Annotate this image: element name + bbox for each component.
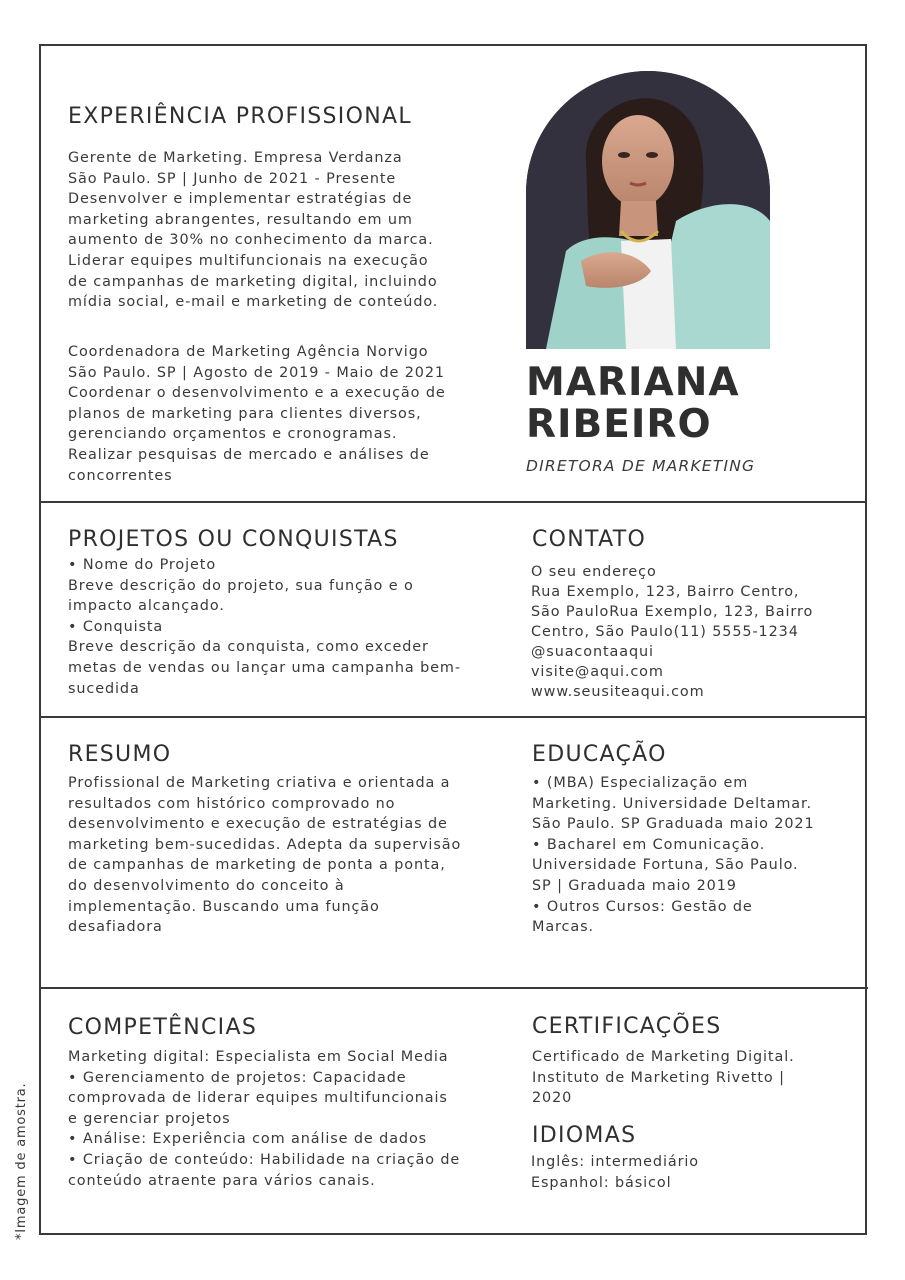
certifications-text: Certificado de Marketing Digital. Instituto de Marketing Rivetto | 2020 (532, 1049, 795, 1107)
summary-text: Profissional de Marketing criativa e orientada a resultados com histórico comprovado no desenvolvimento e execução de estratégias de marketing bem-sucedidas. Adepta da supervisão de campanhas de marketing de ponta a ponta, do desenvolvimento do conceito à implementação. Buscando uma função desafiadora (68, 775, 462, 936)
contact-heading: CONTATO (532, 527, 647, 552)
education-heading: EDUCAÇÃO (532, 742, 667, 767)
experience-job-2: Coordenadora de Marketing Agência Norvigo São Paulo. SP | Agosto de 2019 - Maio de 2021 Coordenar o desenvolvimento e a execução de planos de marketing para clientes diversos, gerenciando orçamentos e cronogramas. Realizar pesquisas de mercado e análises de concorrentes (68, 344, 446, 484)
skills-heading: COMPETÊNCIAS (68, 1015, 258, 1040)
experience-heading: EXPERIÊNCIA PROFISSIONAL (68, 104, 412, 129)
languages-heading: IDIOMAS (532, 1123, 637, 1148)
divider-3 (39, 987, 868, 989)
profile-photo (526, 71, 770, 349)
projects-heading: PROJETOS OU CONQUISTAS (68, 527, 399, 552)
contact-text: O seu endereço Rua Exemplo, 123, Bairro Centro, São PauloRua Exemplo, 123, Bairro Centro, São Paulo(11) 5555-1234 @suacontaaqui visite@aqui.com www.seusiteaqui.com (531, 564, 814, 700)
certifications-heading: CERTIFICAÇÕES (532, 1014, 722, 1039)
projects-text: • Nome do Projeto Breve descrição do projeto, sua função e o impacto alcançado. • Conquista Breve descrição da conquista, como exceder metas de vendas ou lançar uma campanha bem- sucedida (68, 557, 461, 697)
skills-text: Marketing digital: Especialista em Social Media • Gerenciamento de projetos: Capacidade comprovada de liderar equipes multifuncionais e gerenciar projetos • Análise: Experiência com análise de dados • Criação de conteúdo: Habilidade na criação de conteúdo atraente para vários canais. (68, 1049, 461, 1189)
candidate-role: DIRETORA DE MARKETING (526, 457, 756, 475)
sample-image-note: *Imagem de amostra. (14, 1082, 29, 1240)
portrait-illustration (526, 71, 770, 349)
education-text: • (MBA) Especialização em Marketing. Universidade Deltamar. São Paulo. SP Graduada maio 2021 • Bacharel em Comunicação. Universidade Fortuna, São Paulo. SP | Graduada maio 2019 • Outros Cursos: Gestão de Marcas. (532, 775, 815, 936)
summary-heading: RESUMO (68, 742, 172, 767)
candidate-name: MARIANA RIBEIRO (526, 360, 740, 447)
languages-text: Inglês: intermediário Espanhol: básicol (531, 1154, 699, 1191)
divider-1 (39, 501, 867, 503)
experience-job-1: Gerente de Marketing. Empresa Verdanza São Paulo. SP | Junho de 2021 - Presente Desenvolver e implementar estratégias de marketing abrangentes, resultando em um aumento de 30% no conhecimento da marca. Liderar equipes multifuncionais na execução de campanhas de marketing digital, incluindo mídia social, e-mail e marketing de conteúdo. (68, 150, 439, 311)
divider-2 (39, 716, 867, 718)
